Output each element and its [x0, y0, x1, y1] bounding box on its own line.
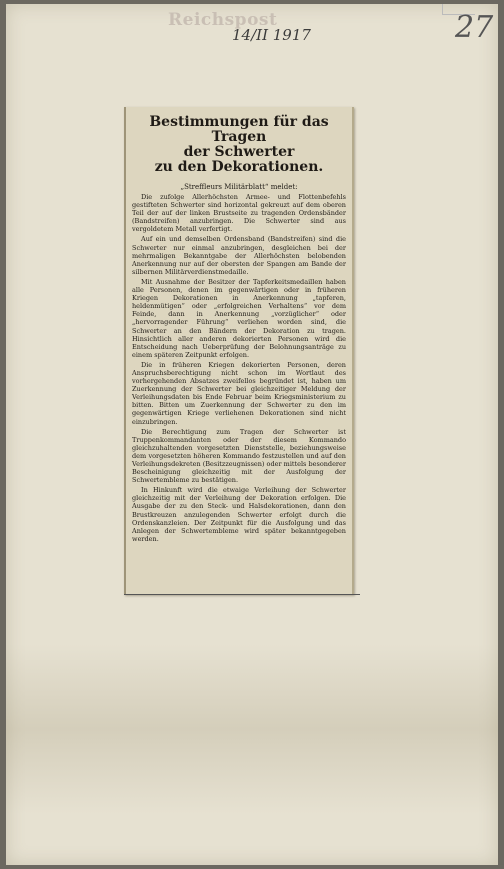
article-paragraph: Die in früheren Kriegen dekorierten Personen, deren Anspruchsberechtigung nicht schon im Wortlaut des vorhergehenden Absatzes zweifellos begründet ist, haben um Zuerkennung der Schwerter bei gleichzeitiger Meldung der Verleihungsdaten bis Ende Februar beim Kriegsministerium zu bitten. Bitten um Zuerkennung der Schwerter zu den im gegenwärtigen Kriege verliehenen Dekorationen sind nicht einzubringen.: [132, 360, 346, 426]
headline-line-2: der Schwerter: [183, 144, 295, 160]
article-paragraph: Auf ein und demselben Ordensband (Bandstreifen) sind die Schwerter nur einmal anzubringen, desgleichen bei der mehrmaligen Bekanntgabe der Allerhöchsten belobenden Anerkennung nur auf der obersten der Spangen am Bande der silbernen Militärverdienstmedaille.: [132, 235, 346, 276]
headline-line-3: zu den Dekorationen.: [154, 159, 324, 175]
page-number: 27: [455, 10, 494, 45]
article-paragraph: Die Berechtigung zum Tragen der Schwerter ist Truppenkommandanten oder der diesem Kommando gleichzuhaltenden vorgesetzten Dienststelle, beziehungsweise dem vorgesetzten höheren Kommando festzustellen und auf den Verleihungsdekreten (Besitzzeugnissen) oder mittels besonderer Bescheinigung gleichzeitig mit der Ausfolgung der Schwertembleme zu bestätigen.: [132, 427, 346, 485]
article-headline: [132, 115, 346, 175]
newspaper-stamp: Reichspost: [168, 10, 278, 30]
article-paragraph: In Hinkunft wird die etwaige Verleihung der Schwerter gleichzeitig mit der Verleihung der Dekoration erfolgen. Die Ausgabe der zu den Steck- und Halsdekorationen, dann den Brustkreuzen anzulegenden Schwerter erfolgt durch die Ordenskanzleien. Der Zeitpunkt für die Ausfolgung und das Anlegen der Schwertembleme wird später bekanntgegeben werden.: [132, 486, 346, 543]
clipping-bottom-rule: [124, 594, 360, 595]
article-intro: „Streffleurs Militärblatt“ meldet:: [180, 183, 298, 191]
page-shading: [6, 644, 498, 814]
handwritten-date: 14/II 1917: [232, 26, 311, 44]
headline-line-1: Bestimmungen für das Tragen: [149, 114, 329, 145]
newspaper-clipping: [124, 107, 354, 595]
article-paragraph: Mit Ausnahme der Besitzer der Tapferkeitsmedaillen haben alle Personen, denen im gegenwärtigen oder in früheren Kriegen Dekorationen in Anerkennung „tapferen, heldenmütigen“ oder „erfolgreichen Verhaltens“ vor dem Feinde, dann in Anerkennung „vorzüglicher“ oder „hervorragender Führung“ verliehen worden sind, die Schwerter an den Bändern der Dekoration zu tragen. Hinsichtlich aller anderen dekorierten Personen wird die Entscheidung nach Ueberprüfung der Belohnungsanträge zu einem späteren Zeitpunkt erfolgen.: [132, 277, 346, 359]
article-paragraph: Die zufolge Allerhöchsten Armee- und Flottenbefehls gestifteten Schwerter sind horizontal gekreuzt auf dem oberen Teil der auf der linken Brustseite zu tragenden Ordensbänder (Bandstreifen) anzubringen. Die Schwerter sind aus vergoldetem Metall verfertigt.: [132, 193, 346, 234]
